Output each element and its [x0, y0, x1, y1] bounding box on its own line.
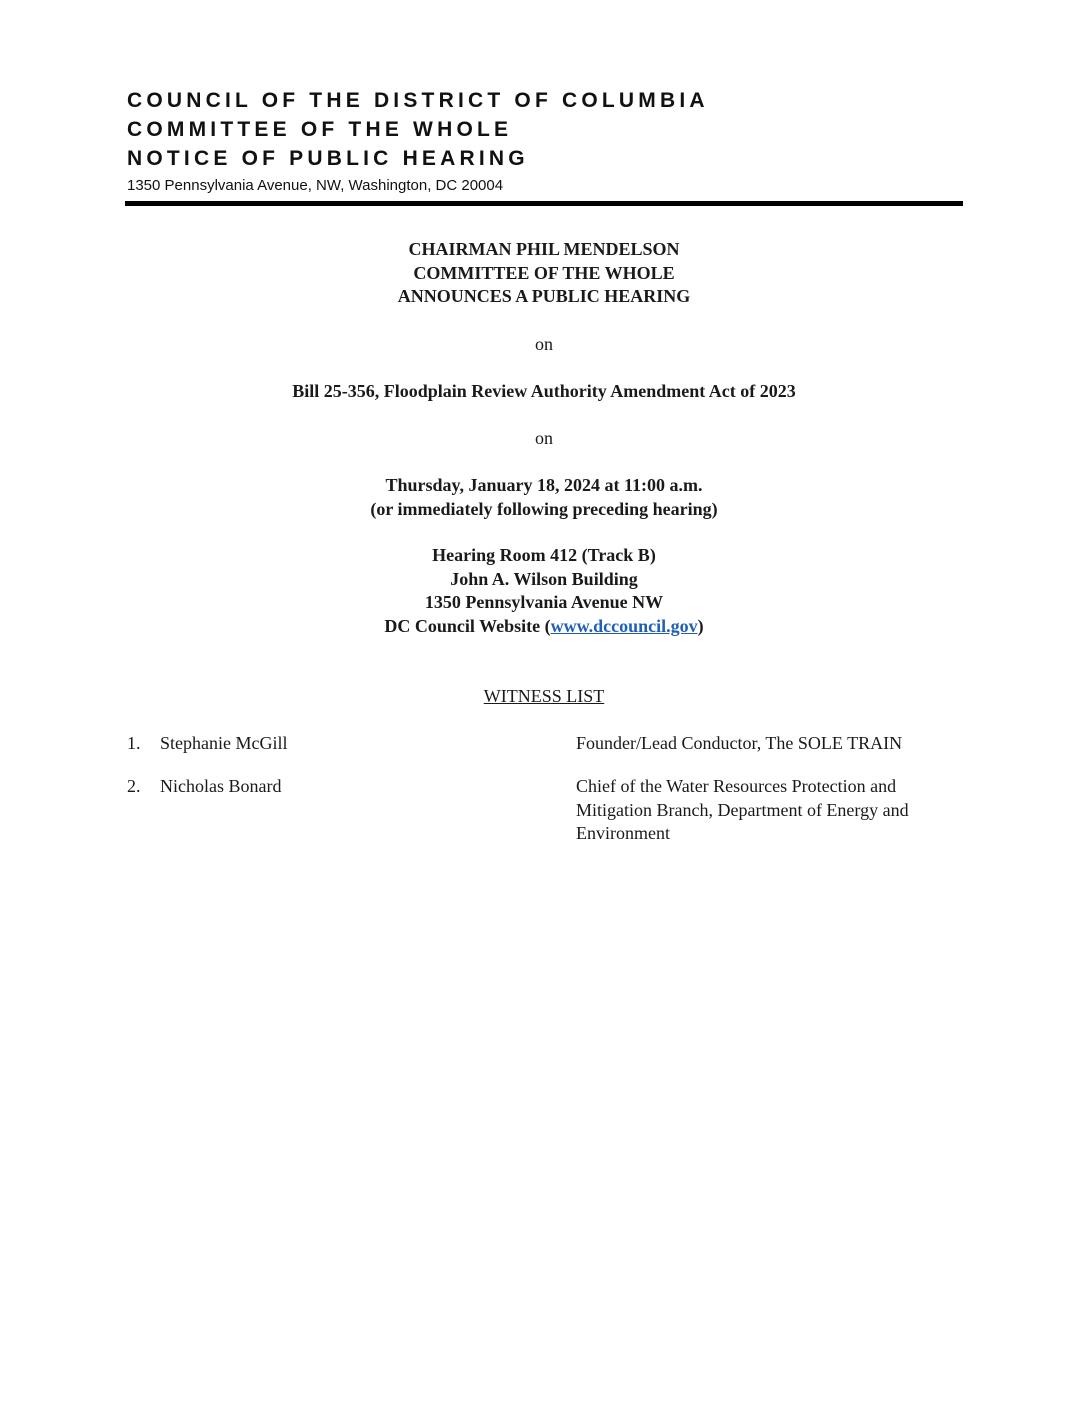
- building-name: John A. Wilson Building: [450, 568, 638, 589]
- committee-name: COMMITTEE OF THE WHOLE: [127, 118, 513, 141]
- announcement: [0, 238, 1088, 309]
- witness-name: Stephanie McGill: [160, 733, 288, 753]
- committee-line: COMMITTEE OF THE WHOLE: [413, 262, 675, 283]
- website-line: [0, 615, 1088, 639]
- header-divider: [125, 201, 963, 206]
- witness-title: [576, 732, 966, 756]
- letterhead-address: 1350 Pennsylvania Avenue, NW, Washington, DC 20004: [127, 177, 504, 194]
- bill-title: Bill 25-356, Floodplain Review Authority Amendment Act of 2023: [292, 381, 796, 401]
- connector-on-2: on: [535, 428, 553, 448]
- chairman-line: CHAIRMAN PHIL MENDELSON: [408, 239, 680, 259]
- witness-title-line: Mitigation Branch, Department of Energy and: [576, 799, 909, 820]
- witness-number: 1.: [127, 733, 141, 753]
- witness-list-heading: WITNESS LIST: [483, 686, 605, 706]
- connector-on-1: on: [535, 334, 553, 354]
- witness-title-line: Founder/Lead Conductor, The SOLE TRAIN: [576, 733, 903, 753]
- hearing-date-time: Thursday, January 18, 2024 at 11:00 a.m.: [385, 475, 703, 495]
- letterhead: [127, 86, 963, 197]
- witness-title: [576, 775, 966, 846]
- notice-title: NOTICE OF PUBLIC HEARING: [127, 147, 529, 170]
- council-name: COUNCIL OF THE DISTRICT OF COLUMBIA: [127, 89, 709, 112]
- witness-title-line: Environment: [576, 823, 670, 843]
- witness-name: Nicholas Bonard: [160, 776, 282, 796]
- witness-number: 2.: [127, 776, 141, 796]
- witness-title-line: Chief of the Water Resources Protection and: [576, 776, 897, 796]
- hearing-schedule: [0, 474, 1088, 521]
- street-address: 1350 Pennsylvania Avenue NW: [424, 592, 664, 612]
- hearing-note: (or immediately following preceding hearing): [370, 498, 718, 519]
- website-suffix: ): [697, 615, 704, 636]
- hearing-location: [0, 544, 1088, 638]
- hearing-room: Hearing Room 412 (Track B): [432, 545, 656, 565]
- website-prefix: DC Council Website (: [384, 615, 551, 636]
- announces-line: ANNOUNCES A PUBLIC HEARING: [397, 286, 691, 306]
- website-link[interactable]: www.dccouncil.gov: [550, 615, 698, 636]
